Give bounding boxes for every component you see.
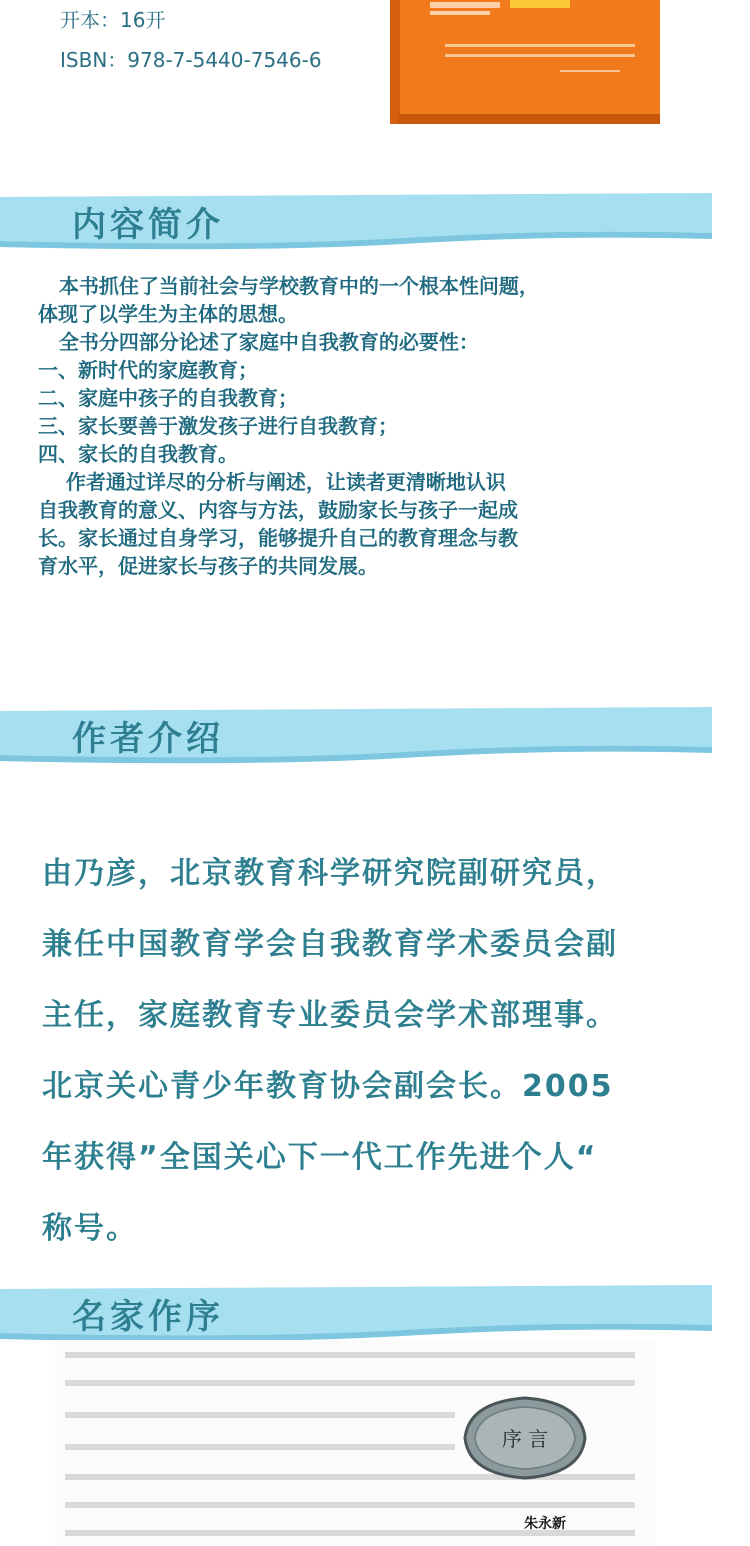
preface-badge-label: 序 言 [501,1427,549,1451]
book-cover-image [390,0,660,124]
book-meta [60,0,322,80]
author-line: 兼任中国教育学会自我教育学术委员会副 [42,927,618,962]
section-title-author: 作者介绍 [72,719,224,759]
intro-line: 作者通过详尽的分析与阐述，让读者更清晰地认识 [38,470,506,494]
intro-line: 全书分四部分论述了家庭中自我教育的必要性： [38,330,479,354]
intro-line: 本书抓住了当前社会与学校教育中的一个根本性问题， [38,274,539,298]
author-line: 年获得”全国关心下一代工作先进个人“ [42,1140,598,1175]
intro-line: 育水平，促进家长与孩子的共同发展。 [38,554,378,578]
section-banner-author [0,707,712,769]
intro-line: 自我教育的意义、内容与方法，鼓励家长与孩子一起成 [38,498,518,522]
intro-line: 一、新时代的家庭教育； [38,358,258,382]
intro-line: 二、家庭中孩子的自我教育； [38,386,298,410]
section-title-intro: 内容简介 [72,205,224,245]
section-banner-intro [0,193,712,255]
author-line: 称号。 [42,1211,138,1246]
intro-line: 四、家长的自我教育。 [38,442,238,466]
section-banner-preface [0,1285,712,1347]
preface-badge [465,1398,585,1478]
author-line: 北京关心青少年教育协会副会长。2005 [42,1069,614,1104]
author-text [42,838,722,1264]
isbn-line: ISBN：978-7-5440-7546-6 [60,48,322,72]
intro-text [38,272,698,580]
section-title-preface: 名家作序 [72,1297,224,1337]
author-line: 由乃彦，北京教育科学研究院副研究员， [42,856,618,891]
preface-page-image [55,1340,655,1546]
intro-line: 体现了以学生为主体的思想。 [38,302,298,326]
format-line: 开本：16开 [60,8,166,32]
intro-line: 三、家长要善于激发孩子进行自我教育； [38,414,398,438]
author-line: 主任，家庭教育专业委员会学术部理事。 [42,998,618,1033]
intro-line: 长。家长通过自身学习，能够提升自己的教育理念与教 [38,526,518,550]
preface-signature: 朱永新 [524,1516,566,1532]
